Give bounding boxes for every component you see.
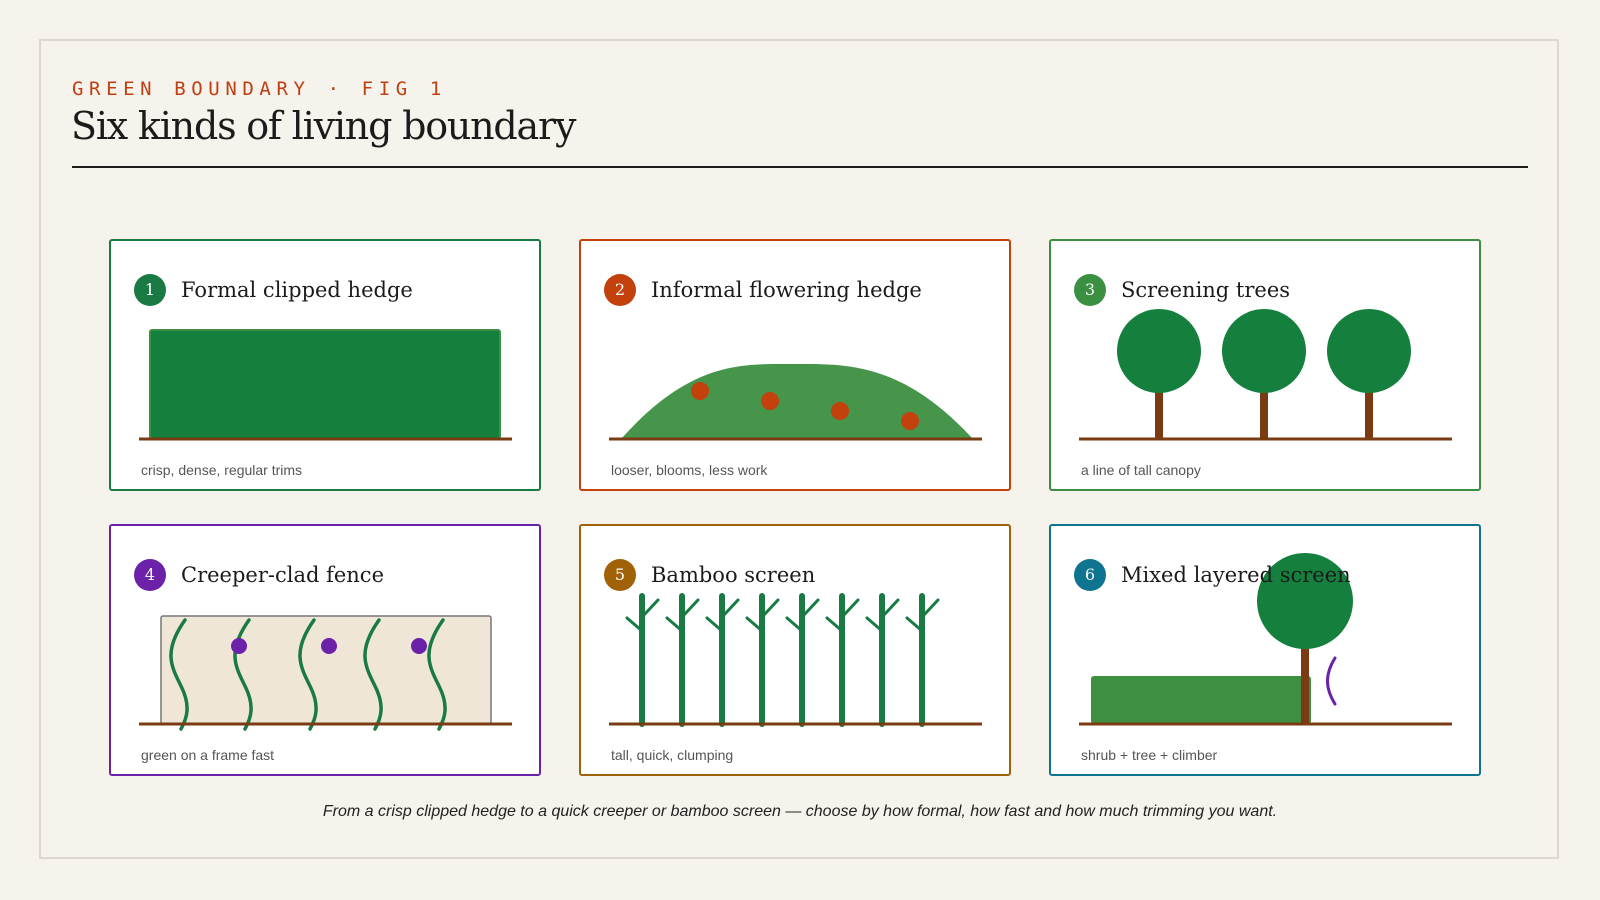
bamboo-cane (707, 596, 738, 724)
card-number-badge: 4 (134, 559, 166, 591)
creeper-fence-illustration (111, 526, 539, 774)
bamboo-cane (787, 596, 818, 724)
card-title: Formal clipped hedge (181, 278, 413, 302)
card-caption: shrub + tree + climber (1081, 747, 1218, 763)
flower-dot (831, 402, 849, 420)
card-number-badge: 6 (1074, 559, 1106, 591)
figure-kicker: GREEN BOUNDARY · FIG 1 (72, 78, 447, 100)
bamboo-cane (827, 596, 858, 724)
flower-dot (901, 412, 919, 430)
card-number-badge: 5 (604, 559, 636, 591)
card-number-badge: 2 (604, 274, 636, 306)
fence-panel (161, 616, 491, 724)
climber-flower (321, 638, 337, 654)
title-divider (72, 166, 1528, 168)
screening-trees-illustration (1051, 241, 1479, 489)
card-creeper-clad-fence (109, 524, 541, 776)
card-caption: looser, blooms, less work (611, 462, 768, 478)
card-caption: crisp, dense, regular trims (141, 462, 303, 478)
card-caption: green on a frame fast (141, 747, 275, 763)
bamboo-cane (867, 596, 898, 724)
clipped-hedge-block (150, 330, 500, 439)
card-bamboo-screen (579, 524, 1011, 776)
page-title: Six kinds of living boundary (71, 104, 576, 148)
climber-stem (1328, 658, 1336, 704)
tree-trunk (1301, 646, 1309, 724)
card-screening-trees (1049, 239, 1481, 491)
climber-flower (411, 638, 427, 654)
climber-flower (231, 638, 247, 654)
flower-dot (761, 392, 779, 410)
card-number-badge: 3 (1074, 274, 1106, 306)
card-informal-flowering-hedge (579, 239, 1011, 491)
bamboo-cane (907, 596, 938, 724)
formal-hedge-illustration (111, 241, 539, 489)
flowering-hedge-illustration (581, 241, 1009, 489)
card-caption: a line of tall canopy (1081, 462, 1201, 478)
shrub-layer (1091, 676, 1311, 724)
card-caption: tall, quick, clumping (611, 747, 734, 763)
card-number-badge: 1 (134, 274, 166, 306)
bamboo-screen-illustration (581, 526, 1009, 774)
card-title-overlay: Mixed layered screen (1121, 563, 1351, 587)
flower-dot (691, 382, 709, 400)
flowering-hedge-mound (621, 364, 973, 439)
card-mixed-layered-screen (1049, 524, 1481, 776)
bamboo-cane (667, 596, 698, 724)
bamboo-cane (627, 596, 658, 724)
footer-note: From a crisp clipped hedge to a quick creeper or bamboo screen — choose by how formal, how fast and how much trimming you want. (322, 803, 1278, 820)
tree-canopy (1222, 309, 1306, 393)
tree-canopy (1327, 309, 1411, 393)
card-title: Screening trees (1121, 278, 1291, 302)
tree-canopy (1117, 309, 1201, 393)
card-title: Bamboo screen (651, 563, 816, 587)
bamboo-cane (747, 596, 778, 724)
card-formal-clipped-hedge (109, 239, 541, 491)
card-title: Informal flowering hedge (651, 278, 922, 302)
card-title: Creeper-clad fence (181, 563, 384, 587)
